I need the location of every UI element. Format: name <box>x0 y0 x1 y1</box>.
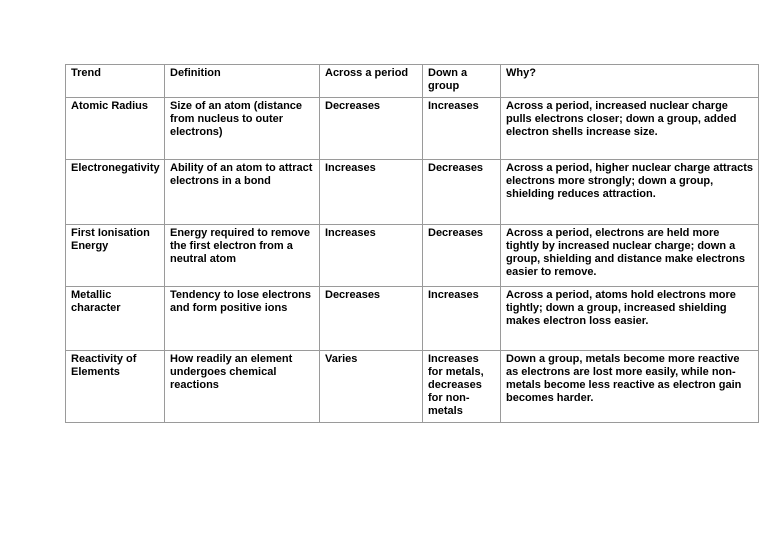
cell-trend: First Ionisation Energy <box>66 225 165 287</box>
table-row <box>66 225 759 287</box>
cell-why: Across a period, increased nuclear charge pulls electrons closer; down a group, added electron shells increase size. <box>501 98 759 160</box>
cell-trend: Electronegativity <box>66 160 165 225</box>
table-row <box>66 287 759 351</box>
cell-definition: Ability of an atom to attract electrons in a bond <box>165 160 320 225</box>
cell-down-group: Increases <box>423 287 501 351</box>
cell-why: Down a group, metals become more reactive as electrons are lost more easily, while non-metals become less reactive as electron gain becomes harder. <box>501 351 759 423</box>
cell-across-period: Increases <box>320 225 423 287</box>
cell-down-group: Decreases <box>423 225 501 287</box>
cell-why: Across a period, higher nuclear charge attracts electrons more strongly; down a group, shielding reduces attraction. <box>501 160 759 225</box>
cell-why: Across a period, electrons are held more tightly by increased nuclear charge; down a group, shielding and distance make electrons easier to remove. <box>501 225 759 287</box>
cell-across-period: Decreases <box>320 287 423 351</box>
cell-why: Across a period, atoms hold electrons more tightly; down a group, increased shielding makes electron loss easier. <box>501 287 759 351</box>
cell-definition: Size of an atom (distance from nucleus to outer electrons) <box>165 98 320 160</box>
table-row <box>66 351 759 423</box>
header-definition: Definition <box>165 65 320 98</box>
header-across-period: Across a period <box>320 65 423 98</box>
table-row <box>66 160 759 225</box>
cell-across-period: Decreases <box>320 98 423 160</box>
cell-down-group: Increases <box>423 98 501 160</box>
table-row <box>66 98 759 160</box>
periodic-trends-table <box>65 64 759 423</box>
table-header-row <box>66 65 759 98</box>
cell-trend: Atomic Radius <box>66 98 165 160</box>
cell-down-group: Decreases <box>423 160 501 225</box>
cell-across-period: Varies <box>320 351 423 423</box>
cell-across-period: Increases <box>320 160 423 225</box>
header-why: Why? <box>501 65 759 98</box>
cell-down-group: Increases for metals, decreases for non-metals <box>423 351 501 423</box>
cell-trend: Reactivity of Elements <box>66 351 165 423</box>
header-down-group: Down a group <box>423 65 501 98</box>
cell-definition: Energy required to remove the first electron from a neutral atom <box>165 225 320 287</box>
cell-definition: How readily an element undergoes chemical reactions <box>165 351 320 423</box>
cell-definition: Tendency to lose electrons and form positive ions <box>165 287 320 351</box>
cell-trend: Metallic character <box>66 287 165 351</box>
header-trend: Trend <box>66 65 165 98</box>
